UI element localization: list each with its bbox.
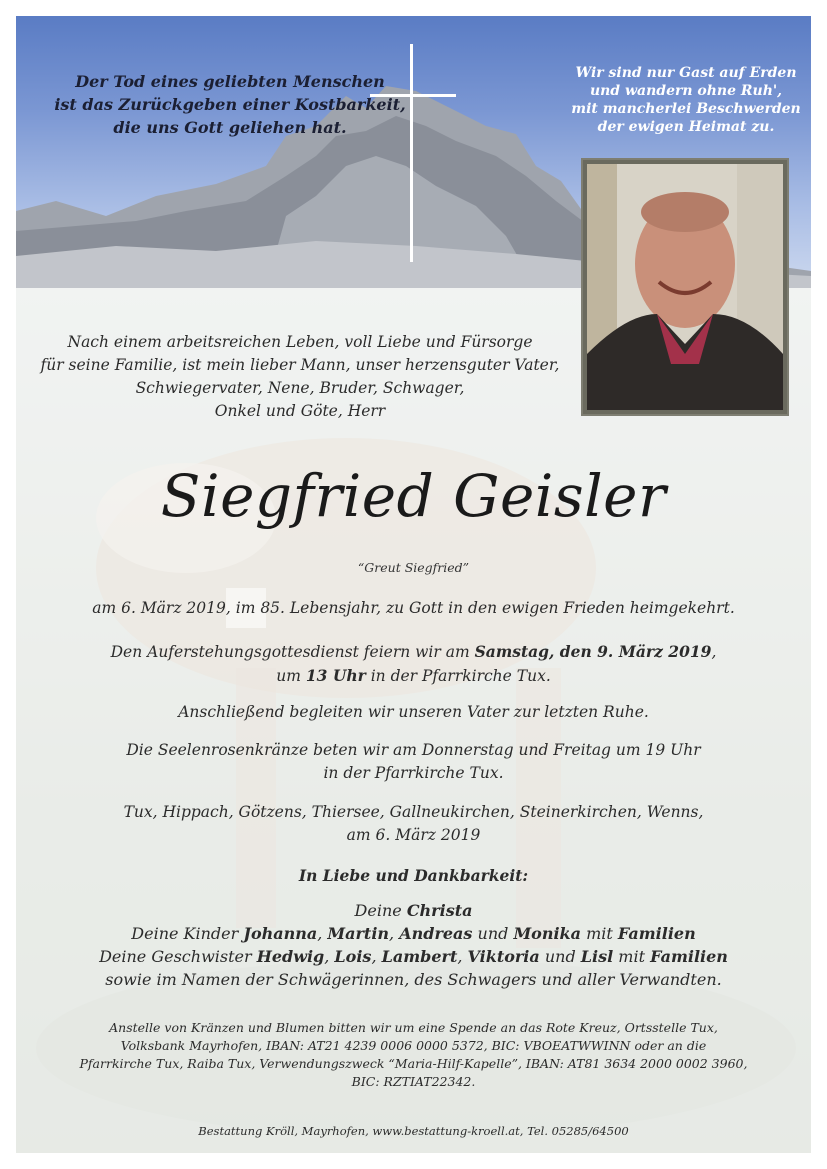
places-line-1: Tux, Hippach, Götzens, Thiersee, Gallneukirchen, Steinerkirchen, Wenns, <box>123 803 704 821</box>
family-text: , <box>317 924 328 943</box>
child-name: Johanna <box>243 924 318 943</box>
intro-text: Nach einem arbeitsreichen Leben, voll Liebe und Fürsorge für seine Familie, ist mein lieber Mann, unser herzensguter Vater, Schwiegervater, Nene, Bruder, Schwager, Onkel und Göte, Herr <box>40 333 560 420</box>
wife-name: Christa <box>406 901 473 920</box>
nickname: “Greut Siegfried” <box>357 560 470 575</box>
gratitude-heading: In Liebe und Dankbarkeit: <box>298 866 529 885</box>
family-text: Deine Kinder <box>131 924 244 943</box>
family-text: Deine Geschwister <box>99 947 257 966</box>
service-text-4: in der Pfarrkirche Tux. <box>365 667 551 685</box>
family-last-line: sowie im Namen der Schwägerinnen, des Schwagers und aller Verwandten. <box>105 970 722 989</box>
places-date <box>60 801 767 847</box>
service-text-3: um <box>276 667 306 685</box>
service-time: 13 Uhr <box>305 666 366 685</box>
quote-left: Der Tod eines geliebten Menschen ist das Zurückgeben einer Kostbarkeit, die uns Gott geliehen hat. <box>54 72 406 137</box>
child-name: Martin <box>327 924 390 943</box>
sibling-name: Lisl <box>580 947 614 966</box>
families-word: Familien <box>617 924 696 943</box>
family-text: , <box>324 947 335 966</box>
portrait-frame <box>581 158 789 416</box>
child-name: Monika <box>513 924 581 943</box>
service-text-2: , <box>711 643 717 661</box>
donation-note: Anstelle von Kränzen und Blumen bitten wir um eine Spende an das Rote Kreuz, Ortsstelle Tux, Volksbank Mayrhofen, IBAN: AT21 4239 0006 0000 5372, BIC: VBOEATWWINN oder an die Pfarrkirche Tux, Raiba Tux, Verwendungszweck “Maria-Hilf-Kapelle”, IBAN: AT81 3634 2000 0002 3960, BIC: RZTIAT22342. <box>79 1020 748 1089</box>
family-text: mit <box>581 924 618 943</box>
rosary-info <box>60 739 767 785</box>
deceased-name: Siegfried Geisler <box>160 462 667 530</box>
sibling-name: Viktoria <box>467 947 540 966</box>
rosary-line-2: in der Pfarrkirche Tux. <box>323 764 504 782</box>
service-info <box>60 640 767 688</box>
child-name: Andreas <box>399 924 473 943</box>
family-text: Deine <box>354 901 407 920</box>
sibling-name: Hedwig <box>256 947 325 966</box>
places-line-2: am 6. März 2019 <box>346 826 481 844</box>
funeral-home-footer: Bestattung Kröll, Mayrhofen, www.bestattung-kroell.at, Tel. 05285/64500 <box>198 1124 629 1138</box>
sibling-name: Lois <box>334 947 372 966</box>
family-text: und <box>539 947 581 966</box>
family-text: , <box>457 947 468 966</box>
sibling-name: Lambert <box>381 947 458 966</box>
portrait-photo <box>587 164 783 410</box>
family-text: und <box>472 924 514 943</box>
burial-text: Anschließend begleiten wir unseren Vater zur letzten Ruhe. <box>178 703 649 721</box>
family-text: , <box>371 947 382 966</box>
quote-right: Wir sind nur Gast auf Erden und wandern ohne Ruh', mit mancherlei Beschwerden der ewigen Heimat zu. <box>571 65 801 135</box>
families-word: Familien <box>650 947 728 966</box>
death-notice: am 6. März 2019, im 85. Lebensjahr, zu Gott in den ewigen Frieden heimgekehrt. <box>92 599 735 617</box>
family-text: , <box>389 924 400 943</box>
family-list <box>60 899 767 991</box>
service-date: Samstag, den 9. März 2019 <box>474 642 712 661</box>
rosary-line-1: Die Seelenrosenkränze beten wir am Donnerstag und Freitag um 19 Uhr <box>126 741 701 759</box>
family-text: mit <box>613 947 651 966</box>
service-text-1: Den Auferstehungsgottesdienst feiern wir am <box>110 643 475 661</box>
